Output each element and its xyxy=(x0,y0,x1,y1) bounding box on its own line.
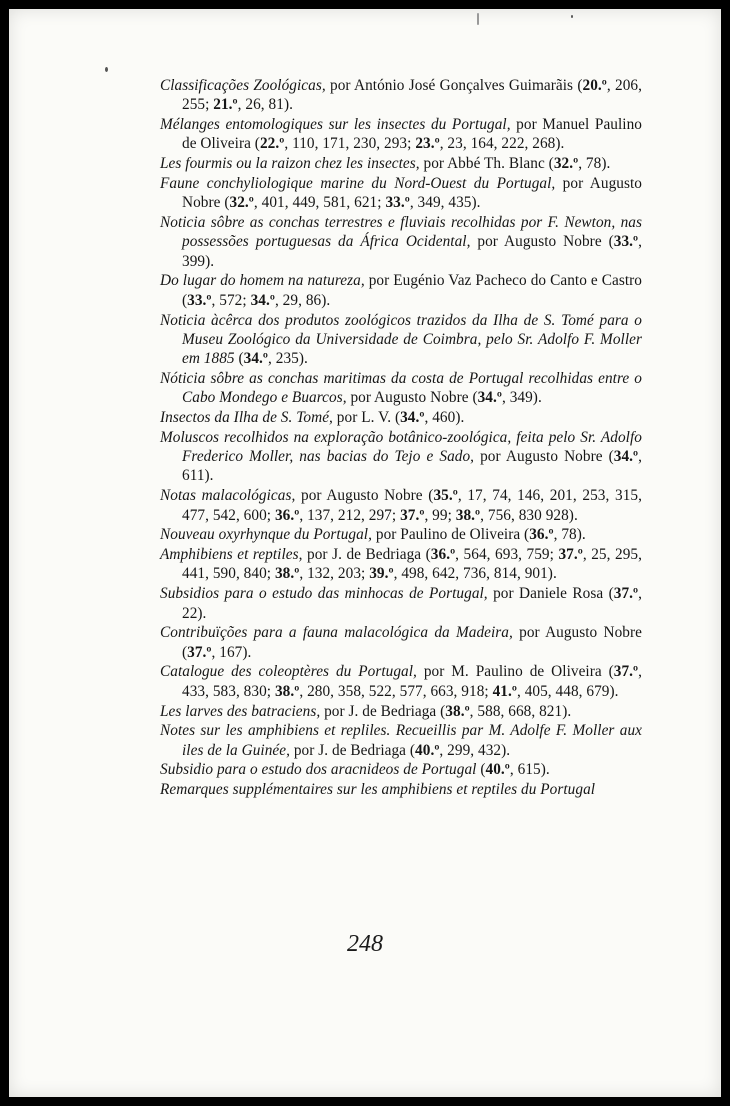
volume-number: 33.º xyxy=(385,194,410,212)
entry-title: Remarques supplémentaires sur les amphibiens et reptiles du Portugal xyxy=(160,781,596,799)
volume-number: 36.º xyxy=(430,546,456,564)
entry-details: por M. Paulino de Oliveira ( xyxy=(416,663,614,681)
entry-title: Notes sur les amphibiens et repliles. Recueillis par M. Adolfe F. Moller aux iles de la Guinée, xyxy=(160,722,642,759)
entry-pages: , 401, 449, 581, 621; xyxy=(253,194,386,212)
entry-details: por Manuel Paulino de Oliveira ( xyxy=(182,116,642,153)
entry-pages: , 110, 171, 230, 293; xyxy=(284,135,416,153)
entry-details: por J. de Bedriaga ( xyxy=(289,741,416,759)
entry-title: Mélanges entomologiques sur les insectes du Portugal, xyxy=(160,116,511,134)
entry-title: Contribuïções para a fauna malacológica da Madeira, xyxy=(160,624,513,642)
entry-details: por António José Gonçalves Guimarãis ( xyxy=(325,77,583,94)
entry-pages: , 26, 81). xyxy=(237,96,293,114)
bibliography-entry xyxy=(160,369,642,408)
volume-number: 40.º xyxy=(415,741,440,759)
bibliography-entry xyxy=(160,428,642,486)
entry-pages: , 615). xyxy=(509,761,550,779)
entry-title: Do lugar do homem na natureza, xyxy=(160,272,365,290)
volume-number: 37.º xyxy=(613,663,639,681)
entry-pages: , 460). xyxy=(424,409,465,427)
paper-speck xyxy=(477,13,479,25)
volume-number: 38.º xyxy=(274,682,300,700)
volume-number: 34.º xyxy=(243,350,269,368)
entry-pages: , 299, 432). xyxy=(439,741,511,759)
bibliography-entry xyxy=(160,76,642,115)
bibliography-list xyxy=(160,76,642,800)
bibliography-entry xyxy=(160,408,642,427)
bibliography-entry xyxy=(160,623,642,662)
bibliography-entry xyxy=(160,662,642,701)
entry-title: Noticia sôbre as conchas terrestres e fluviais recolhidas por F. Newton, nas possessões portuguesas da África Ocidental, xyxy=(160,214,642,251)
entry-details: por Augusto Nobre ( xyxy=(182,624,642,661)
entry-title: Noticia àcêrca dos produtos zoológicos trazidos da Ilha de S. Tomé para o Museu Zoológico da Universidade de Coimbra, pelo Sr. Adolfo F. Moller em 1885 xyxy=(160,311,642,368)
bibliography-entry xyxy=(160,271,642,310)
entry-details: ( xyxy=(234,350,244,368)
volume-number: 38.º xyxy=(274,565,300,583)
entry-title: Subsidios para o estudo das minhocas de Portugal, xyxy=(160,585,488,603)
bibliography-entry xyxy=(160,486,642,525)
entry-pages: , 25, 295, 441, 590, 840; xyxy=(182,546,642,583)
volume-number: 21.º xyxy=(213,96,238,114)
volume-number: 34.º xyxy=(250,291,275,309)
entry-details: por Augusto Nobre ( xyxy=(474,448,614,466)
entry-title: Nóticia sôbre as conchas maritimas da costa de Portugal recolhidas entre o Cabo Mondego e Buarcos, xyxy=(160,369,642,407)
volume-number: 37.º xyxy=(613,585,639,603)
paper-speck xyxy=(571,15,573,18)
volume-number: 32.º xyxy=(229,194,254,212)
page-number: 248 xyxy=(347,931,383,957)
bibliography-entry xyxy=(160,213,642,271)
entry-title: Subsidio para o estudo dos aracnideos de Portugal xyxy=(160,761,477,779)
entry-title: Insectos da Ilha de S. Tomé, xyxy=(160,409,333,427)
entry-pages: , 564, 693, 759; xyxy=(455,546,559,564)
entry-pages: , 17, 74, 146, 201, 253, 315, 477, 542, 600; xyxy=(182,487,642,524)
volume-number: 38.º xyxy=(455,506,481,524)
entry-pages: , 137, 212, 297; xyxy=(299,506,401,524)
bibliography-entry xyxy=(160,545,642,584)
volume-number: 37.º xyxy=(187,643,212,661)
entry-details: ( xyxy=(476,761,486,779)
entry-pages: , 588, 668, 821). xyxy=(469,702,572,720)
volume-number: 38.º xyxy=(445,702,470,720)
entry-details: por J. de Bedriaga ( xyxy=(302,546,431,564)
entry-pages: , 167). xyxy=(211,643,252,661)
volume-number: 33.º xyxy=(613,233,639,251)
entry-pages: , 498, 642, 736, 814, 901). xyxy=(393,565,557,583)
bibliography-entry xyxy=(160,311,642,369)
volume-number: 41.º xyxy=(492,682,517,700)
entry-title: Les larves des batraciens, xyxy=(160,702,321,720)
entry-pages: , 22). xyxy=(182,585,642,622)
volume-number: 23.º xyxy=(415,135,440,153)
entry-title: Nouveau oxyrhynque du Portugal, xyxy=(160,526,372,544)
entry-details: por L. V. ( xyxy=(332,409,401,427)
bibliography-entry xyxy=(160,702,642,721)
entry-pages: , 280, 358, 522, 577, 663, 918; xyxy=(299,682,493,700)
bibliography-entry xyxy=(160,154,642,173)
entry-title: Catalogue des coleoptères du Portugal, xyxy=(160,663,417,681)
entry-details: por Eugénio Vaz Pacheco do Canto e Castro ( xyxy=(182,272,642,309)
volume-number: 40.º xyxy=(485,761,510,779)
bibliography-entry xyxy=(160,584,642,623)
volume-number: 39.º xyxy=(369,565,394,583)
volume-number: 32.º xyxy=(553,155,579,173)
entry-details: por Augusto Nobre ( xyxy=(346,389,478,407)
bibliography-entry xyxy=(160,760,642,779)
entry-title: Classificações Zoológicas, xyxy=(160,77,326,94)
entry-pages: , 349, 435). xyxy=(409,194,481,212)
entry-title: Notas malacológicas, xyxy=(160,487,296,505)
volume-number: 33.º xyxy=(187,291,212,309)
volume-number: 36.º xyxy=(274,506,300,524)
entry-details: por Augusto Nobre ( xyxy=(182,174,642,212)
entry-details: por Abbé Th. Blanc ( xyxy=(419,155,554,173)
volume-number: 34.º xyxy=(477,389,502,407)
bibliography-entry xyxy=(160,525,642,544)
entry-pages: , 611). xyxy=(182,448,643,485)
entry-pages: , 399). xyxy=(182,233,642,270)
volume-number: 35.º xyxy=(433,487,458,505)
bibliography-entry xyxy=(160,174,642,213)
bibliography-entry xyxy=(160,721,642,760)
entry-pages: , 23, 164, 222, 268). xyxy=(439,135,565,153)
entry-pages: , 756, 830 928). xyxy=(480,506,578,524)
entry-pages: , 99; xyxy=(424,506,456,524)
volume-number: 34.º xyxy=(400,409,425,427)
volume-number: 20.º xyxy=(582,77,607,94)
entry-pages: , 78). xyxy=(578,155,611,173)
entry-details: por Paulino de Oliveira ( xyxy=(372,526,530,544)
entry-title: Amphibiens et reptiles, xyxy=(160,546,303,564)
entry-pages: , 206, 255; xyxy=(182,77,643,114)
entry-pages: , 433, 583, 830; xyxy=(182,663,642,700)
entry-title: Faune conchyliologique marine du Nord-Ouest du Portugal, xyxy=(160,174,556,192)
entry-pages: , 78). xyxy=(553,526,586,544)
volume-number: 37.º xyxy=(400,506,425,524)
entry-details: por Augusto Nobre ( xyxy=(470,233,614,251)
volume-number: 22.º xyxy=(259,135,285,153)
entry-pages: , 572; xyxy=(211,291,251,309)
entry-title: Les fourmis ou la raizon chez les insectes, xyxy=(160,155,420,173)
entry-details: por Daniele Rosa ( xyxy=(487,585,614,603)
entry-details: por Augusto Nobre ( xyxy=(295,487,434,505)
volume-number: 37.º xyxy=(558,546,583,564)
paper-speck xyxy=(105,67,108,72)
volume-number: 36.º xyxy=(529,526,554,544)
entry-pages: , 235). xyxy=(268,350,308,368)
bibliography-entry xyxy=(160,780,642,799)
entry-pages: , 132, 203; xyxy=(299,565,370,583)
entry-details: por J. de Bedriaga ( xyxy=(320,702,446,720)
volume-number: 34.º xyxy=(613,448,639,466)
entry-pages: , 29, 86). xyxy=(274,291,331,309)
entry-title: Moluscos recolhidos na exploração botânico-zoológica, feita pelo Sr. Adolfo Frederico Moller, nas bacias do Tejo e Sado, xyxy=(160,428,642,466)
entry-pages: , 405, 448, 679). xyxy=(516,682,619,700)
entry-pages: , 349). xyxy=(501,389,542,407)
bibliography-entry xyxy=(160,115,642,154)
